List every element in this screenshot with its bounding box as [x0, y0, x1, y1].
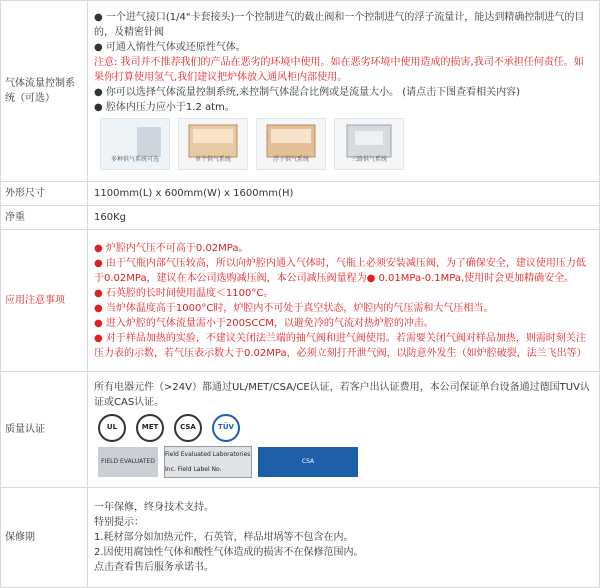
precautions-content	[88, 230, 600, 372]
precaution-item: ● 由于气瓶内部气压较高，所以向炉腔内通入气体时，气瓶上必须安装减压阀，为了确保安全，建议使用压力低于0.02MPa，建议在本公司选购减压阀，本公司减压阀量程为● 0.01MPa-0.1MPa,使用时会更加精确安全。	[94, 257, 586, 284]
tuv-logo-icon: TÜV	[212, 414, 240, 442]
gas-control-line4: ● 腔体内压力应小于1.2 atm。	[94, 102, 235, 113]
precaution-item: ● 对于样品加热的实验，不建议关闭法兰端的抽气阀和进气阀使用。若需要关闭气阀对样品加热，则需时刻关注压力表的示数，若气压表示数大于0.02MPa，必须立刻打开泄气阀，以防意外发生（如炉腔破裂，法兰飞出等）	[94, 332, 587, 359]
after-sales-link[interactable]: 点击查看售后服务承诺书。	[94, 562, 214, 573]
gas-system-image-4[interactable]	[334, 118, 404, 170]
row-label-dimensions: 外形尺寸	[1, 182, 88, 206]
table-row	[1, 182, 600, 206]
row-label-weight: 净重	[1, 206, 88, 230]
gas-system-caption-1: 多种供气系统可选	[110, 156, 159, 163]
gas-system-image-2[interactable]	[178, 118, 248, 170]
table-row	[1, 1, 600, 182]
warranty-line: 1.耗材部分如加热元件，石英管，样品坩埚等不包含在内。	[94, 532, 354, 543]
ul-logo-icon: UL	[98, 414, 126, 442]
row-label-certification: 质量认证	[1, 372, 88, 488]
weight-value: 160Kg	[88, 206, 600, 230]
gas-control-warning: 注意: 我司并不推荐我们的产品在恶劣的环境中使用。如在恶劣环境中使用造成的损害,我司不承担任何责任。如果你打算使用氢气,我们建议把炉体放入通风柜内部使用。	[94, 57, 584, 83]
gas-system-caption-3: 浮子供气系统	[272, 156, 309, 163]
certification-logos	[98, 414, 593, 442]
gas-system-caption-2: 单个供气系统	[194, 156, 231, 163]
precaution-item: ● 进入炉腔的气体流量需小于200SCCM，以避免冷的气流对热炉腔的冲击。	[94, 317, 434, 329]
gas-system-caption-4: 三路供气系统	[350, 156, 387, 163]
row-label-gas-control: 气体流量控制系统（可选）	[1, 1, 88, 182]
row-label-warranty: 保修期	[1, 488, 88, 588]
precaution-item: ● 炉腔内气压不可高于0.02MPa。	[94, 242, 249, 254]
field-evaluated-label: FIELD EVALUATED	[98, 447, 158, 477]
gas-control-line1: ● 一个进气接口(1/4"卡套接头)一个控制进气的截止阀和一个控制进气的浮子流量计，能达到精确控制进气的目的，及精密针阀	[94, 12, 585, 38]
precaution-item: ● 石英腔的长时间使用温度＜1100°C。	[94, 287, 274, 299]
precaution-item: ● 当炉体温度高于1000°C时，炉腔内不可处于真空状态，炉腔内的气压需和大气压相当。	[94, 302, 494, 314]
table-row	[1, 372, 600, 488]
table-row	[1, 206, 600, 230]
gas-system-image-3[interactable]	[256, 118, 326, 170]
warranty-line: 一年保修，终身技术支持。	[94, 502, 214, 513]
gas-system-image-1[interactable]	[100, 118, 170, 170]
gas-control-line3: ● 你可以选择气体流量控制系统,来控制气体混合比例或是流量大小。 (请点击下图查看相关内容)	[94, 87, 521, 98]
met-logo-icon: MET	[136, 414, 164, 442]
csa-blue-label: CSA	[258, 447, 358, 477]
certification-content	[88, 372, 600, 488]
gas-control-content	[88, 1, 600, 182]
gas-system-images[interactable]	[100, 118, 593, 170]
table-row	[1, 488, 600, 588]
table-row	[1, 230, 600, 372]
warranty-line: 2.因使用腐蚀性气体和酸性气体造成的损害不在保修范围内。	[94, 547, 364, 558]
field-label-card: Field Evaluated Laboratories Inc. Field Label No.	[164, 446, 252, 478]
row-label-precautions: 应用注意事项	[1, 230, 88, 372]
gas-control-line2: ● 可通入惰性气体或还原性气体。	[94, 42, 246, 53]
certification-labels	[98, 446, 593, 478]
csa-logo-icon: CSA	[174, 414, 202, 442]
dimensions-value: 1100mm(L) x 600mm(W) x 1600mm(H)	[88, 182, 600, 206]
warranty-content	[88, 488, 600, 588]
certification-text: 所有电器元件（>24V）都通过UL/MET/CSA/CE认证，若客户出认证费用，本公司保证单台设备通过德国TUV认证或CAS认证。	[94, 381, 590, 408]
warranty-line: 特别提示：	[94, 517, 144, 528]
